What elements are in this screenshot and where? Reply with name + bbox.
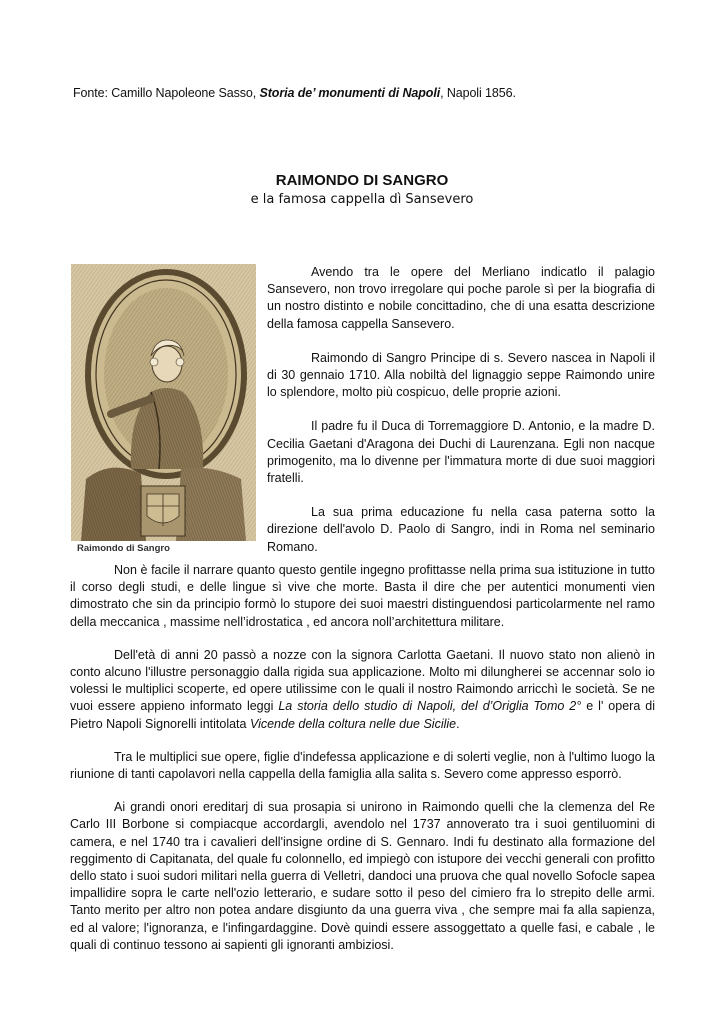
paragraph: La sua prima educazione fu nella casa paterna sotto la direzione dell'avolo D. Paolo di Sangro, indi in Roma nel seminario Romano. [267,505,655,554]
page-subtitle: e la famosa cappella dì Sansevero [250,192,474,207]
paragraph-text: e l' opera di Pietro Napoli Signorelli intitolata [70,699,655,731]
full-width-text [70,562,655,970]
paragraph: Avendo tra le opere del Merliano indicatlo il palagio Sansevero, non trovo irregolare qui poche parole sì per la biografia di un nostro distinto e nobile concittadino, che di una esatta descrizione della famosa cappella Sansevero. [267,265,655,331]
paragraph-text: Dell'età di anni 20 passò a nozze con la signora Carlotta Gaetani. Il nuovo stato non alienò in conto alcuno l'illustre personaggio dalla rigida sua applicazione. Molto mi dilungherei se accennar solo io volessi le multiplici scoperte, ed opere utilissime con le quali il nostro Raimondo arricchì le società. Se ne vuoi essere appieno informato leggi [70,647,655,714]
source-prefix: Fonte: Camillo Napoleone Sasso, [73,86,260,100]
paragraph: Il padre fu il Duca di Torremaggiore D. Antonio, e la madre D. Cecilia Gaetani d'Aragona dei Duchi di Laurenzana. Egli non nacque primogenito, ma lo divenne per l'immatura morte di due suoi maggiori fratelli. [267,419,655,486]
paragraph [70,647,655,733]
source-line [73,86,516,100]
portrait-engraving-art [71,264,256,541]
cited-work-title: La storia dello studio di Napoli, del d’Origlia Tomo 2° [278,699,582,714]
portrait-caption: Raimondo di Sangro [77,543,170,554]
paragraph-text: Non è facile il narrare quanto questo gentile ingegno profittasse nella prima sua istituzione in tutto il corso degli studi, e delle lingue sì vive che morte. Basta il dire che per autentici monumenti vien dimostrato che sin da principio formò lo stupore dei suoi maestri distinguendosi particolarmente nel ramo della meccanica , massime nell’idrostatica , ed ancora noll’architettura militare. [70,563,655,629]
page-title: RAIMONDO DI SANGRO [275,172,449,189]
paragraph: Ai grandi onori ereditarj di sua prosapia si unirono in Raimondo quelli che la clemenza del Re Carlo III Borbone si compiacque accordargli, avendolo nel 1737 annoverato tra i suoi gentiluomini di camera, e nel 1740 tra i cavalieri dell'insigne ordine di S. Gennaro. Indi fu destinato alla formazione del reggimento di Capitanata, del quale fu colonnello, ed impiegò con istupore dei vecchi generali con profitto dello stato i suoi sudori militari nella guerra di Velletri, dandoci una pruova che qual novello Sofocle sapea impallidire sopra le carte nell'ozio letterario, e sudare sotto il peso del cimiero fra lo strepito delle armi. Tanto merito per altro non potea andare disgiunto da una guerra viva , che sempre mai fa alla sapienza, ed al valore; l'ignoranza, e l'infingardaggine. Dovè quindi essere assoggettato a quelle fasi, e cabale , le quali di continuo tessono ai sapienti gli ignoranti ambiziosi. [70,800,655,952]
paragraph-text: . [456,716,460,731]
paragraph-continued [70,562,655,631]
cited-work-title: Vicende della coltura nelle due Sicilie [249,716,457,731]
source-suffix: , Napoli 1856. [440,86,516,100]
source-work-title: Storia de’ monumenti di Napoli [259,86,441,100]
right-column-text [267,264,655,573]
portrait-engraving [71,264,256,541]
paragraph: Raimondo di Sangro Principe di s. Severo nascea in Napoli il di 30 gennaio 1710. Alla nobiltà del lignaggio seppe Raimondo unire lo splendore, molto più cospicuo, delle proprie azioni. [267,350,655,400]
paragraph: Tra le multiplici sue opere, figlie d'indefessa applicazione e di solerti veglie, non à l'ultimo luogo la riunione di tanti capolavori nella cappella della famiglia alla salita s. Severo come appresso esporrò. [70,749,655,782]
